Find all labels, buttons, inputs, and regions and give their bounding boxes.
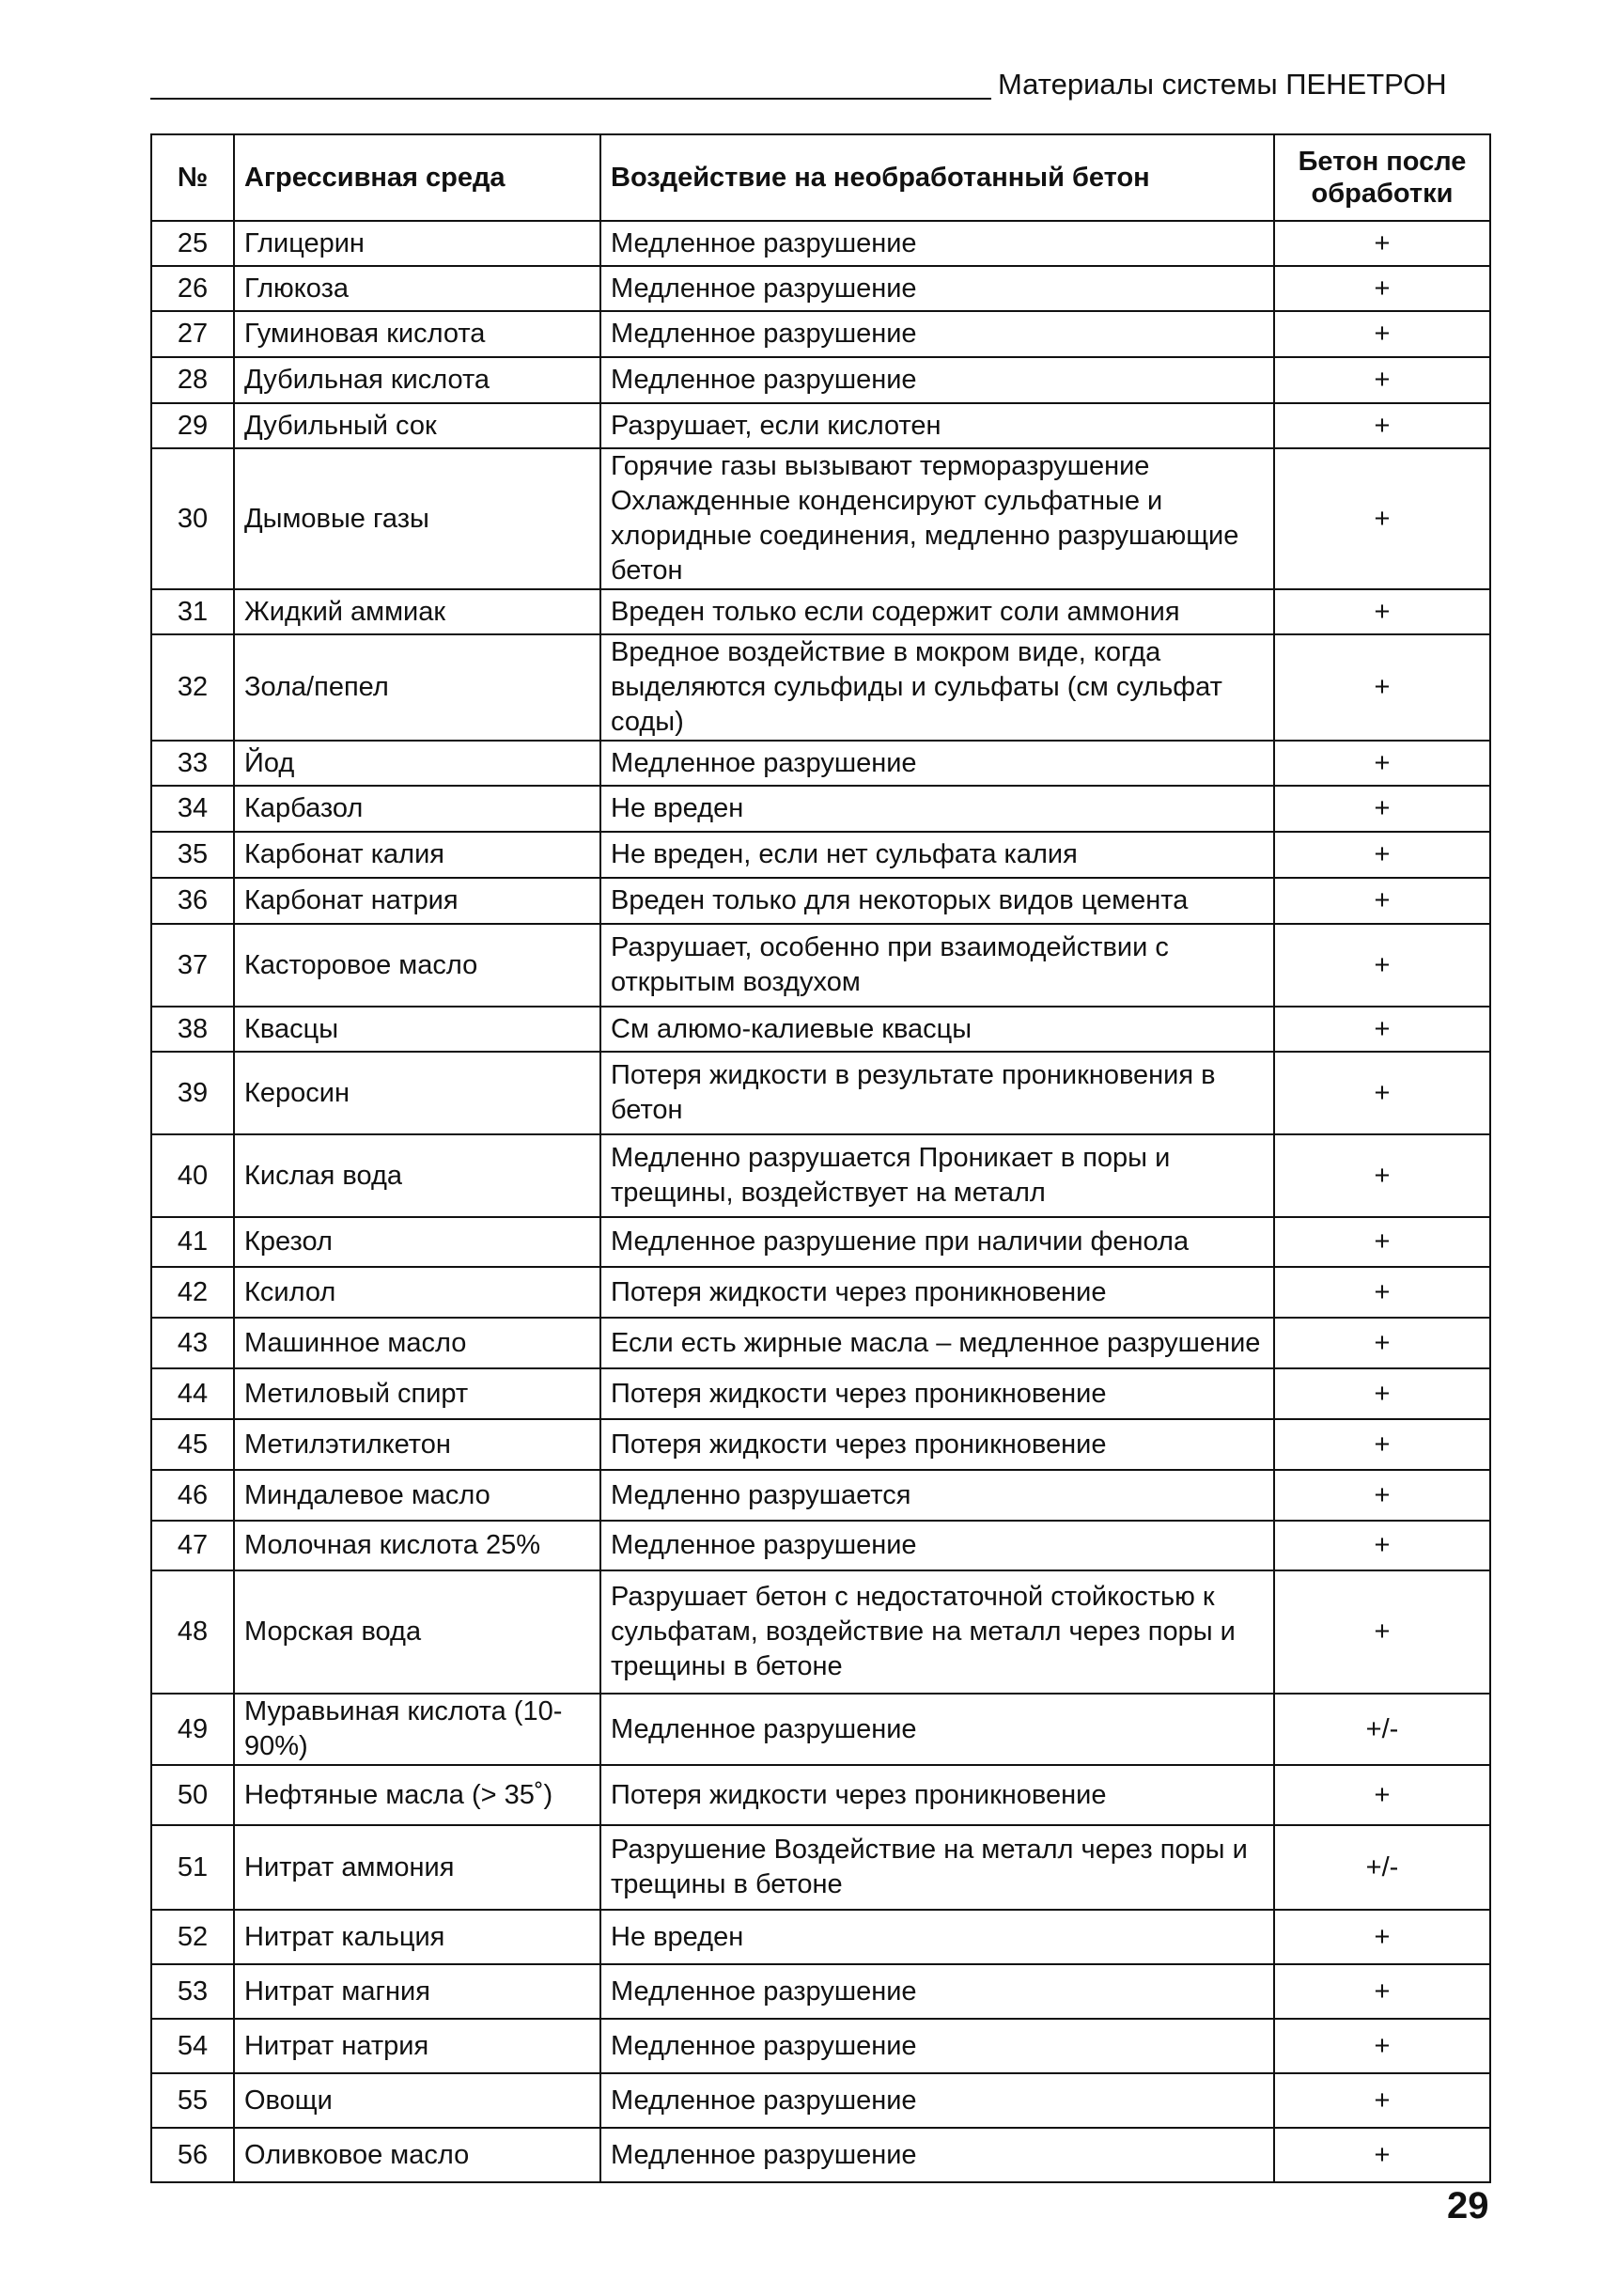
row-number: 32 <box>151 634 234 741</box>
row-after-treatment: + <box>1274 1964 1490 2019</box>
row-medium: Нитрат кальция <box>234 1910 600 1964</box>
row-number: 27 <box>151 311 234 357</box>
row-after-treatment: + <box>1274 832 1490 878</box>
row-after-treatment: + <box>1274 221 1490 266</box>
row-after-treatment: + <box>1274 357 1490 403</box>
table-row <box>151 1052 1490 1134</box>
row-number: 33 <box>151 741 234 786</box>
row-medium: Ксилол <box>234 1267 600 1318</box>
row-medium: Нефтяные масла (> 35˚) <box>234 1765 600 1825</box>
row-medium: Глюкоза <box>234 266 600 311</box>
row-after-treatment: + <box>1274 448 1490 589</box>
row-after-treatment: + <box>1274 1470 1490 1521</box>
header-rule <box>150 98 991 100</box>
row-number: 35 <box>151 832 234 878</box>
table-row <box>151 2128 1490 2182</box>
row-medium: Машинное масло <box>234 1318 600 1368</box>
row-number: 42 <box>151 1267 234 1318</box>
row-effect: Потеря жидкости через проникновение <box>600 1765 1274 1825</box>
row-number: 26 <box>151 266 234 311</box>
row-medium: Миндалевое масло <box>234 1470 600 1521</box>
row-number: 31 <box>151 589 234 634</box>
table-row <box>151 448 1490 589</box>
row-medium: Зола/пепел <box>234 634 600 741</box>
row-medium: Керосин <box>234 1052 600 1134</box>
row-medium: Дубильный сок <box>234 403 600 448</box>
row-medium: Овощи <box>234 2073 600 2128</box>
row-after-treatment: + <box>1274 1217 1490 1267</box>
row-effect: Разрушение Воздействие на металл через поры и трещины в бетоне <box>600 1825 1274 1910</box>
row-medium: Муравьиная кислота (10-90%) <box>234 1694 600 1765</box>
row-number: 30 <box>151 448 234 589</box>
table-row <box>151 403 1490 448</box>
row-effect: Медленное разрушение <box>600 1964 1274 2019</box>
row-number: 38 <box>151 1007 234 1052</box>
row-number: 49 <box>151 1694 234 1765</box>
row-medium: Кислая вода <box>234 1134 600 1217</box>
row-number: 37 <box>151 924 234 1007</box>
row-effect: См алюмо-калиевые квасцы <box>600 1007 1274 1052</box>
row-number: 47 <box>151 1521 234 1570</box>
row-effect: Медленно разрушается <box>600 1470 1274 1521</box>
table-row <box>151 832 1490 878</box>
column-header-medium: Агрессивная среда <box>234 134 600 221</box>
row-effect: Потеря жидкости через проникновение <box>600 1419 1274 1470</box>
row-after-treatment: + <box>1274 1052 1490 1134</box>
row-effect: Медленное разрушение <box>600 1521 1274 1570</box>
row-number: 46 <box>151 1470 234 1521</box>
row-effect: Потеря жидкости через проникновение <box>600 1368 1274 1419</box>
row-effect: Медленное разрушение <box>600 1694 1274 1765</box>
row-medium: Нитрат магния <box>234 1964 600 2019</box>
table-row <box>151 1964 1490 2019</box>
row-number: 54 <box>151 2019 234 2073</box>
row-effect: Медленное разрушение <box>600 741 1274 786</box>
table-row <box>151 1134 1490 1217</box>
row-effect: Вреден только для некоторых видов цемента <box>600 878 1274 924</box>
row-medium: Дубильная кислота <box>234 357 600 403</box>
row-after-treatment: + <box>1274 2073 1490 2128</box>
table-row <box>151 878 1490 924</box>
table-row <box>151 2073 1490 2128</box>
row-number: 48 <box>151 1570 234 1694</box>
row-after-treatment: +/- <box>1274 1694 1490 1765</box>
row-after-treatment: + <box>1274 266 1490 311</box>
row-after-treatment: + <box>1274 1570 1490 1694</box>
row-after-treatment: + <box>1274 1419 1490 1470</box>
row-effect: Медленно разрушается Проникает в поры и трещины, воздействует на металл <box>600 1134 1274 1217</box>
table-row <box>151 1217 1490 1267</box>
row-effect: Разрушает, особенно при взаимодействии с открытым воздухом <box>600 924 1274 1007</box>
row-effect: Медленное разрушение <box>600 266 1274 311</box>
row-after-treatment: + <box>1274 1368 1490 1419</box>
table-body <box>151 221 1490 2182</box>
row-effect: Разрушает, если кислотен <box>600 403 1274 448</box>
row-medium: Карбонат калия <box>234 832 600 878</box>
table-row <box>151 1910 1490 1964</box>
table-row <box>151 1570 1490 1694</box>
row-after-treatment: + <box>1274 1267 1490 1318</box>
row-effect: Медленное разрушение <box>600 2128 1274 2182</box>
row-after-treatment: + <box>1274 2019 1490 2073</box>
row-effect: Медленное разрушение <box>600 221 1274 266</box>
row-medium: Молочная кислота 25% <box>234 1521 600 1570</box>
row-after-treatment: + <box>1274 1765 1490 1825</box>
row-after-treatment: + <box>1274 1007 1490 1052</box>
table-row <box>151 357 1490 403</box>
row-medium: Дымовые газы <box>234 448 600 589</box>
row-effect: Медленное разрушение <box>600 357 1274 403</box>
row-after-treatment: + <box>1274 2128 1490 2182</box>
row-after-treatment: + <box>1274 741 1490 786</box>
row-effect: Медленное разрушение <box>600 2073 1274 2128</box>
row-number: 29 <box>151 403 234 448</box>
row-effect: Медленное разрушение <box>600 311 1274 357</box>
row-effect: Вреден только если содержит соли аммония <box>600 589 1274 634</box>
row-effect: Потеря жидкости в результате проникновения в бетон <box>600 1052 1274 1134</box>
row-number: 43 <box>151 1318 234 1368</box>
row-medium: Крезол <box>234 1217 600 1267</box>
row-after-treatment: + <box>1274 878 1490 924</box>
table-row <box>151 266 1490 311</box>
row-after-treatment: + <box>1274 1134 1490 1217</box>
row-medium: Метиловый спирт <box>234 1368 600 1419</box>
row-effect: Не вреден, если нет сульфата калия <box>600 832 1274 878</box>
row-effect: Не вреден <box>600 1910 1274 1964</box>
row-medium: Квасцы <box>234 1007 600 1052</box>
row-after-treatment: + <box>1274 1521 1490 1570</box>
row-after-treatment: + <box>1274 1910 1490 1964</box>
row-number: 53 <box>151 1964 234 2019</box>
row-after-treatment: + <box>1274 1318 1490 1368</box>
row-number: 55 <box>151 2073 234 2128</box>
row-after-treatment: + <box>1274 311 1490 357</box>
row-medium: Карбонат натрия <box>234 878 600 924</box>
table-row <box>151 1368 1490 1419</box>
row-after-treatment: +/- <box>1274 1825 1490 1910</box>
table-row <box>151 1765 1490 1825</box>
row-effect: Потеря жидкости через проникновение <box>600 1267 1274 1318</box>
table-row <box>151 1007 1490 1052</box>
column-header-effect: Воздействие на необработанный бетон <box>600 134 1274 221</box>
row-effect: Если есть жирные масла – медленное разрушение <box>600 1318 1274 1368</box>
row-number: 45 <box>151 1419 234 1470</box>
table-row <box>151 311 1490 357</box>
row-medium: Гуминовая кислота <box>234 311 600 357</box>
row-number: 36 <box>151 878 234 924</box>
row-after-treatment: + <box>1274 634 1490 741</box>
row-number: 41 <box>151 1217 234 1267</box>
row-number: 44 <box>151 1368 234 1419</box>
table-row <box>151 2019 1490 2073</box>
row-effect: Медленное разрушение при наличии фенола <box>600 1217 1274 1267</box>
page-number: 29 <box>1447 2185 1489 2226</box>
row-medium: Морская вода <box>234 1570 600 1694</box>
row-number: 28 <box>151 357 234 403</box>
table-row <box>151 1318 1490 1368</box>
row-medium: Глицерин <box>234 221 600 266</box>
table-row <box>151 741 1490 786</box>
row-medium: Оливковое масло <box>234 2128 600 2182</box>
row-medium: Касторовое масло <box>234 924 600 1007</box>
row-after-treatment: + <box>1274 589 1490 634</box>
table-header-row <box>151 134 1490 221</box>
table-row <box>151 786 1490 832</box>
table-row <box>151 634 1490 741</box>
row-number: 25 <box>151 221 234 266</box>
page-header-title: Материалы системы ПЕНЕТРОН <box>998 68 1447 101</box>
row-effect: Медленное разрушение <box>600 2019 1274 2073</box>
table-row <box>151 924 1490 1007</box>
table-row <box>151 1470 1490 1521</box>
table-row <box>151 1694 1490 1765</box>
row-medium: Метилэтилкетон <box>234 1419 600 1470</box>
table-row <box>151 589 1490 634</box>
row-number: 39 <box>151 1052 234 1134</box>
row-number: 51 <box>151 1825 234 1910</box>
row-effect: Вредное воздействие в мокром виде, когда выделяются сульфиды и сульфаты (см сульфат соды) <box>600 634 1274 741</box>
table-row <box>151 1521 1490 1570</box>
row-medium: Жидкий аммиак <box>234 589 600 634</box>
column-header-number: № <box>151 134 234 221</box>
row-medium: Карбазол <box>234 786 600 832</box>
table-row <box>151 221 1490 266</box>
row-effect: Разрушает бетон с недостаточной стойкостью к сульфатам, воздействие на металл через поры и трещины в бетоне <box>600 1570 1274 1694</box>
row-medium: Нитрат натрия <box>234 2019 600 2073</box>
row-number: 34 <box>151 786 234 832</box>
row-number: 50 <box>151 1765 234 1825</box>
row-after-treatment: + <box>1274 786 1490 832</box>
table-row <box>151 1419 1490 1470</box>
row-effect: Горячие газы вызывают терморазрушение Охлажденные конденсируют сульфатные и хлоридные соединения, медленно разрушающие бетон <box>600 448 1274 589</box>
row-effect: Не вреден <box>600 786 1274 832</box>
row-medium: Нитрат аммония <box>234 1825 600 1910</box>
row-number: 52 <box>151 1910 234 1964</box>
table-row <box>151 1825 1490 1910</box>
row-medium: Йод <box>234 741 600 786</box>
row-number: 40 <box>151 1134 234 1217</box>
row-after-treatment: + <box>1274 924 1490 1007</box>
column-header-after-treatment: Бетон после обработки <box>1274 134 1490 221</box>
table-row <box>151 1267 1490 1318</box>
row-number: 56 <box>151 2128 234 2182</box>
row-after-treatment: + <box>1274 403 1490 448</box>
aggressive-media-table <box>150 133 1491 2183</box>
